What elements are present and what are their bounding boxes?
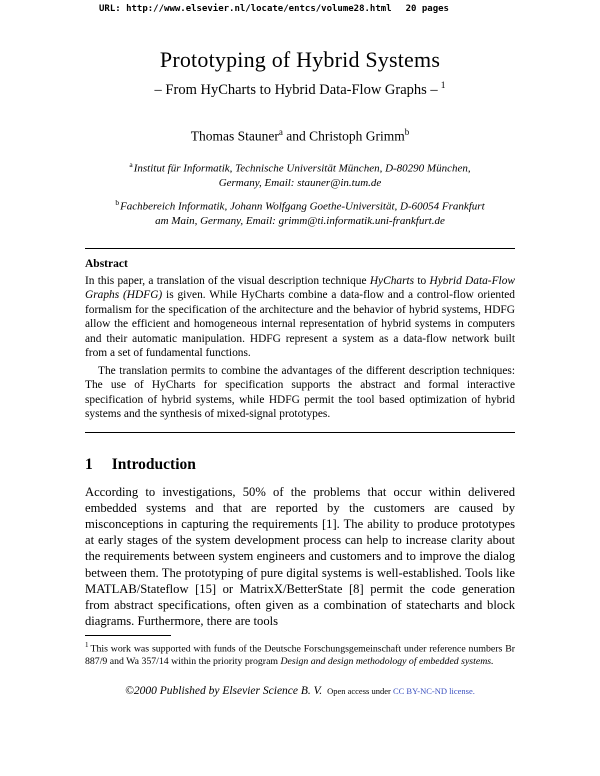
affiliation-2-mark: b <box>115 197 120 207</box>
affiliation-1 <box>114 158 486 190</box>
cc-license-link[interactable]: CC BY-NC-ND license. <box>392 685 475 696</box>
abstract-term-hycharts: HyCharts <box>369 274 415 287</box>
author-1-affiliation-mark: a <box>278 126 283 137</box>
open-access-text: Open access under <box>327 685 393 696</box>
section-title: Introduction <box>111 455 196 473</box>
abstract-paragraph-1 <box>85 274 515 361</box>
abstract-p1-text-1: In this paper, a translation of the visual description technique <box>85 274 370 287</box>
paper-title: Prototyping of Hybrid Systems <box>159 47 441 72</box>
section-1-heading <box>85 455 515 474</box>
section-number: 1 <box>85 455 93 473</box>
abstract-p1-text-3: is given. While HyCharts combine a data-flow and a control-flow oriented formalism for the specification of the architecture and the behavior of hybrid systems, HDFG allow the efficient and homogeneous internal representation of hybrid systems in computers and their automatic manipulation. HDFG represent a system as a data-flow network built from a set of fundamental functions. <box>85 289 516 360</box>
paper-subtitle <box>85 77 515 100</box>
introduction-paragraph: According to investigations, 50% of the problems that occur within delivered embedded systems and that are reported by the customers are caused by misconceptions in capturing the requirements [1]. The ability to produce prototypes at early stages of the system development process can help to increase clarity about the requirements between system engineers and customers and to improve the dialog between them. The prototyping of pure digital systems is well-established. Tools like MATLAB/Stateflow [15] or MatrixX/BetterState [8] permit the code generation from abstract specifications, often given as a combination of statecharts and block diagrams. Furthermore, there are tools <box>85 484 515 629</box>
affiliation-2-text: Fachbereich Informatik, Johann Wolfgang Goethe-Universität, D-60054 Frankfurt am Main, Germany, Email: grimm@ti.informatik.uni-frankfurt.de <box>120 200 485 227</box>
authors-connector: and <box>282 128 310 144</box>
page-count: 20 pages <box>405 4 449 14</box>
footnote-1 <box>85 639 515 668</box>
author-2-affiliation-mark: b <box>404 126 410 137</box>
abstract-p1-text-2: to <box>414 274 430 287</box>
abstract-bottom-rule <box>85 432 515 433</box>
footnote-program-title: Design and design methodology of embedded systems. <box>280 656 494 668</box>
abstract-heading: Abstract <box>85 257 128 270</box>
affiliation-2 <box>114 196 486 228</box>
subtitle-footnote-mark: 1 <box>440 81 446 91</box>
affiliation-1-mark: a <box>129 160 133 170</box>
footnote-text: This work was supported with funds of the Deutsche Forschungsgemeinschaft under reference numbers Br 887/9 and Wa 357/14 within the priority program <box>85 643 515 668</box>
document-url: URL: http://www.elsevier.nl/locate/entcs/volume28.html <box>99 4 392 14</box>
subtitle-text: – From HyCharts to Hybrid Data-Flow Graphs – <box>154 81 438 98</box>
footnote-rule <box>85 635 171 636</box>
abstract-paragraph-2: The translation permits to combine the advantages of the different description techniques: The use of HyCharts for specification supports the abstract and formal interactive specification of hybrid systems, while HDFG permit the tool based optimization of hybrid systems and the synthesis of mixed-signal prototypes. <box>85 364 515 421</box>
author-name-1: Thomas Stauner <box>190 128 279 144</box>
affiliation-1-text: Institut für Informatik, Technische Universität München, D-80290 München, Germany, Email: stauner@in.tum.de <box>133 162 471 189</box>
abstract-section <box>85 257 515 422</box>
authors-line <box>85 124 515 145</box>
abstract-top-rule <box>85 248 515 249</box>
author-name-2: Christoph Grimm <box>309 128 405 144</box>
footnote-mark: 1 <box>85 641 89 650</box>
page-content <box>85 0 515 699</box>
footer-line <box>85 681 515 699</box>
copyright-text: ©2000 Published by Elsevier Science B. V. <box>125 684 323 697</box>
abstract-term-hdfg: Hybrid Data-Flow Graphs (HDFG) <box>85 274 516 302</box>
